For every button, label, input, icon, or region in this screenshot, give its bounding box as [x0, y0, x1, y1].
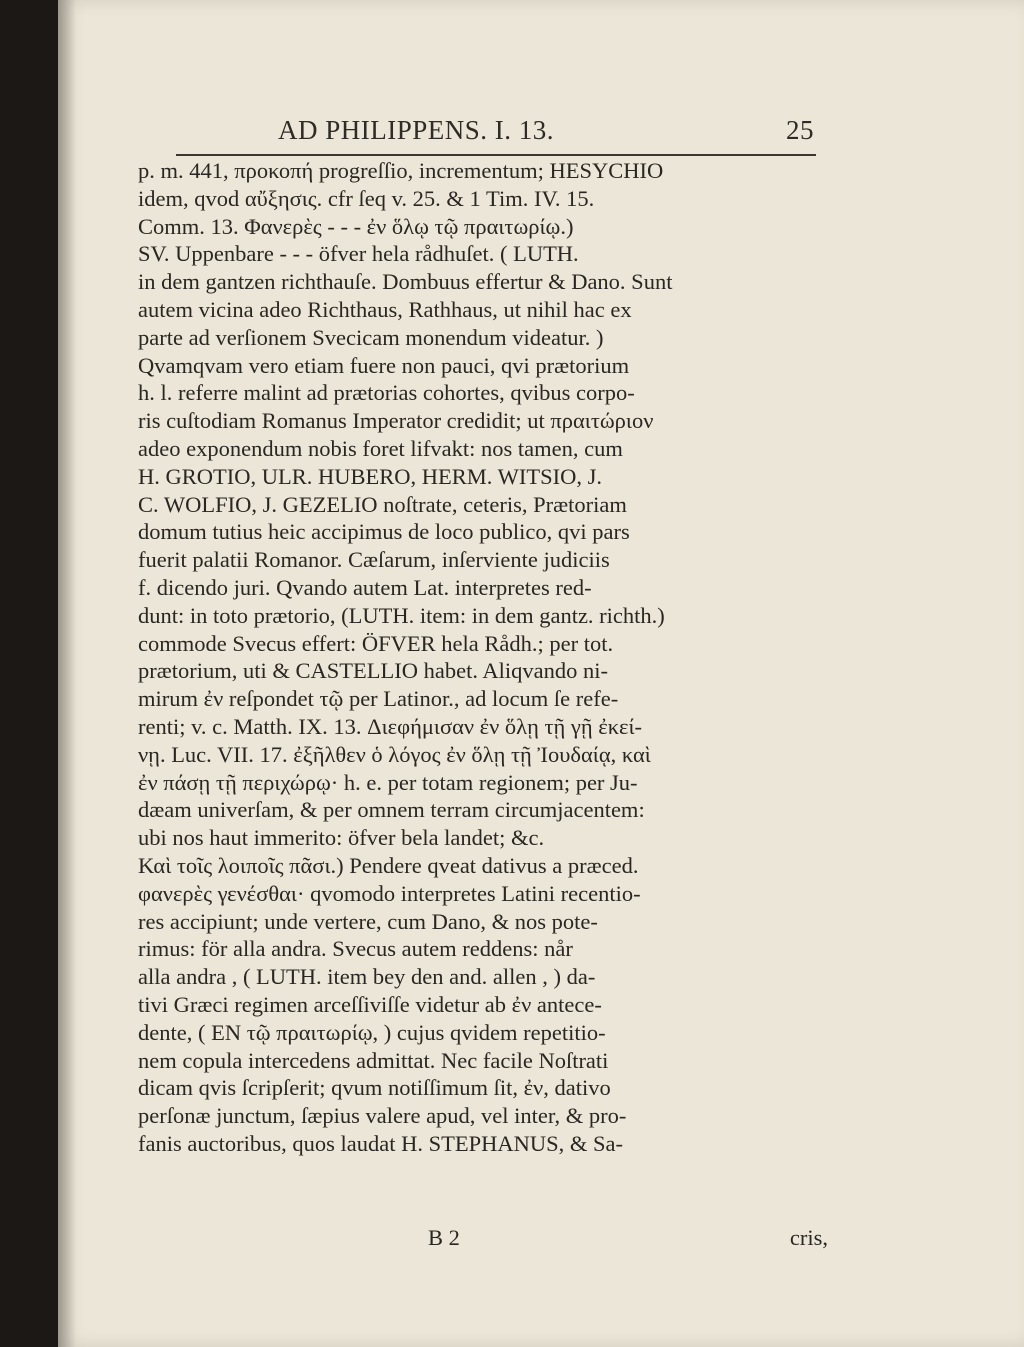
text-line: nem copula intercedens admittat. Nec facile Noſtrati	[138, 1047, 609, 1073]
text-line: dunt: in toto prætorio, (LUTH. item: in dem gantz. richth.)	[138, 602, 665, 628]
text-line: adeo exponendum nobis foret lifvakt: nos tamen, cum	[138, 435, 623, 461]
catchword: cris,	[789, 1225, 828, 1250]
text-line: φανερὲς γενέσθαι· qvomodo interpretes Latini recentio-	[138, 880, 641, 906]
text-line: rimus: för alla andra. Svecus autem reddens: når	[138, 936, 573, 962]
text-line: parte ad verſionem Svecicam monendum videatur. )	[138, 324, 604, 350]
text-line: f. dicendo juri. Qvando autem Lat. interpretes red-	[138, 574, 592, 600]
text-line: perſonæ junctum, ſæpius valere apud, vel inter, & pro-	[138, 1103, 627, 1129]
text-line: Qvamqvam vero etiam fuere non pauci, qvi prætorium	[138, 352, 630, 378]
text-line: SV. Uppenbare - - - öfver hela rådhuſet. ( LUTH.	[138, 241, 579, 267]
text-line: C. WOLFIO, J. GEZELIO noſtrate, ceteris, Prætoriam	[138, 491, 627, 517]
text-line: alla andra , ( LUTH. item bey den and. allen , ) da-	[138, 964, 596, 990]
text-line: dicam qvis ſcripſerit; qvum notiſſimum ſit, ἐν, dativo	[138, 1075, 611, 1101]
text-line: mirum ἐν reſpondet τῷ per Latinor., ad locum ſe refe-	[138, 686, 619, 712]
header-rule	[176, 154, 816, 156]
text-line: renti; v. c. Matth. IX. 13. Διεφήμισαν ἐν ὅλῃ τῇ γῇ ἐκεί-	[138, 713, 643, 739]
signature-mark: B 2	[428, 1225, 460, 1250]
text-line: commode Svecus effert: ÖFVER hela Rådh.; per tot.	[138, 630, 614, 656]
text-line: νῃ. Luc. VII. 17. ἐξῆλθεν ὁ λόγος ἐν ὅλῃ τῇ Ἰουδαίᾳ, καὶ	[138, 741, 651, 767]
text-line: fanis auctoribus, quos laudat H. STEPHANUS, & Sa-	[138, 1130, 623, 1156]
text-line: in dem gantzen richthauſe. Dombuus effertur & Dano. Sunt	[138, 269, 673, 295]
text-line: ἐν πάσῃ τῇ περιχώρῳ· h. e. per totam regionem; per Ju-	[138, 769, 638, 795]
text-line: prætorium, uti & CASTELLIO habet. Aliqvando ni-	[138, 658, 608, 684]
text-line: Καὶ τοῖς λοιποῖς πᾶσι.) Pendere qveat dativus a præced.	[138, 852, 639, 878]
text-line: dente, ( EN τῷ πραιτωρίῳ, ) cujus qvidem repetitio-	[138, 1019, 606, 1045]
text-line: h. l. referre malint ad prætorias cohortes, qvibus corpo-	[138, 380, 635, 406]
text-line: res accipiunt; unde vertere, cum Dano, & nos pote-	[138, 908, 598, 934]
running-title: AD PHILIPPENS. I. 13.	[278, 115, 555, 145]
text-line: idem, qvod αὔξησις. cfr ſeq v. 25. & 1 Tim. IV. 15.	[138, 185, 595, 211]
text-line: H. GROTIO, ULR. HUBERO, HERM. WITSIO, J.	[138, 463, 602, 489]
text-line: ubi nos haut immerito: öfver bela landet; &c.	[138, 825, 545, 851]
text-line: fuerit palatii Romanor. Cæſarum, inſerviente judiciis	[138, 547, 610, 573]
text-line: dæam univerſam, & per omnem terram circumjacentem:	[138, 797, 645, 823]
page-number: 25	[786, 115, 814, 145]
page-gutter-shadow	[58, 0, 76, 1347]
book-page	[58, 0, 1024, 1347]
text-line: Comm. 13. Φανερὲς - - - ἐν ὅλῳ τῷ πραιτωρίῳ.)	[138, 213, 574, 239]
text-line: autem vicina adeo Richthaus, Rathhaus, ut nihil hac ex	[138, 296, 632, 322]
body-text	[138, 157, 828, 1158]
text-line: ris cuſtodiam Romanus Imperator credidit; ut πραιτώριον	[138, 408, 654, 434]
text-line: tivi Græci regimen arceſſiviſſe videtur ab ἐν antece-	[138, 991, 602, 1017]
text-line: p. m. 441, προκοπή progreſſio, incrementum; HESYCHIO	[138, 158, 664, 183]
text-line: domum tutius heic accipimus de loco publico, qvi pars	[138, 519, 630, 545]
